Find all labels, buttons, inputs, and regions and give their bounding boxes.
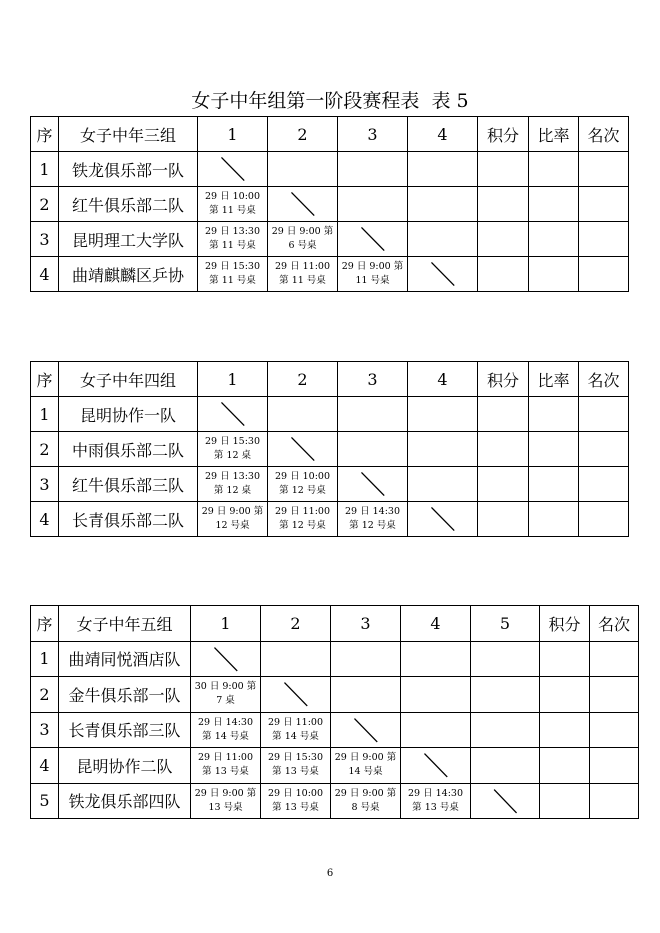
column-header: 女子中年五组 bbox=[59, 606, 191, 642]
self-match-cell bbox=[198, 397, 268, 432]
row-number: 3 bbox=[31, 467, 59, 502]
diagonal-slash-icon bbox=[338, 222, 407, 256]
empty-cell bbox=[401, 712, 471, 748]
empty-cell bbox=[579, 152, 629, 187]
row-number: 3 bbox=[31, 222, 59, 257]
row-number: 1 bbox=[31, 641, 59, 677]
match-time-text: 29 日 10:00 bbox=[204, 191, 260, 202]
header-row bbox=[31, 117, 629, 152]
empty-cell bbox=[529, 502, 579, 537]
table-row bbox=[31, 502, 629, 537]
empty-cell bbox=[268, 397, 338, 432]
match-cell bbox=[268, 257, 338, 292]
table-row bbox=[31, 641, 639, 677]
match-time-text: 第 13 号桌 bbox=[202, 766, 249, 778]
empty-cell bbox=[590, 748, 639, 784]
column-header: 2 bbox=[268, 117, 338, 152]
empty-cell bbox=[540, 712, 590, 748]
self-match-cell bbox=[401, 748, 471, 784]
match-cell bbox=[331, 748, 401, 784]
diagonal-slash-icon bbox=[198, 152, 267, 186]
self-match-cell bbox=[408, 502, 478, 537]
match-cell bbox=[338, 502, 408, 537]
match-time-text: 29 日 9:00 第 bbox=[271, 226, 334, 237]
diagonal-slash-icon bbox=[268, 187, 337, 221]
column-header: 积分 bbox=[478, 362, 529, 397]
column-header: 3 bbox=[331, 606, 401, 642]
match-cell bbox=[268, 467, 338, 502]
empty-cell bbox=[579, 187, 629, 222]
team-name: 红牛俱乐部三队 bbox=[59, 467, 198, 502]
match-time-text: 第 12 桌 bbox=[213, 450, 252, 461]
match-time-text: 30 日 9:00 第 bbox=[194, 681, 257, 693]
self-match-cell bbox=[261, 677, 331, 713]
empty-cell bbox=[408, 222, 478, 257]
column-header: 2 bbox=[261, 606, 331, 642]
match-time-text: 6 号桌 bbox=[288, 240, 317, 251]
empty-cell bbox=[478, 222, 529, 257]
table-row bbox=[31, 467, 629, 502]
table-row bbox=[31, 187, 629, 222]
match-time-text: 29 日 9:00 第 bbox=[341, 261, 404, 272]
match-cell bbox=[268, 222, 338, 257]
match-cell bbox=[191, 748, 261, 784]
match-time-text: 第 11 号桌 bbox=[209, 205, 256, 216]
match-time-text: 第 14 号桌 bbox=[202, 730, 249, 742]
empty-cell bbox=[529, 222, 579, 257]
empty-cell bbox=[529, 397, 579, 432]
column-header: 女子中年三组 bbox=[59, 117, 198, 152]
empty-cell bbox=[529, 152, 579, 187]
team-name: 昆明理工大学队 bbox=[59, 222, 198, 257]
empty-cell bbox=[471, 712, 540, 748]
empty-cell bbox=[590, 783, 639, 819]
empty-cell bbox=[338, 152, 408, 187]
schedule-table-group-3 bbox=[30, 116, 629, 292]
row-number: 1 bbox=[31, 152, 59, 187]
match-cell bbox=[191, 677, 261, 713]
row-number: 2 bbox=[31, 187, 59, 222]
match-time-text: 第 12 号桌 bbox=[279, 485, 326, 496]
column-header: 2 bbox=[268, 362, 338, 397]
column-header: 序 bbox=[31, 117, 59, 152]
empty-cell bbox=[579, 397, 629, 432]
empty-cell bbox=[540, 677, 590, 713]
match-time-text: 29 日 9:00 第 bbox=[201, 506, 264, 517]
match-time-text: 第 11 号桌 bbox=[279, 275, 326, 286]
match-time-text: 14 号桌 bbox=[348, 766, 383, 778]
column-header: 1 bbox=[191, 606, 261, 642]
match-cell bbox=[198, 432, 268, 467]
match-time-text: 第 13 号桌 bbox=[272, 801, 319, 813]
empty-cell bbox=[590, 677, 639, 713]
empty-cell bbox=[338, 397, 408, 432]
column-header: 1 bbox=[198, 117, 268, 152]
diagonal-slash-icon bbox=[471, 784, 539, 819]
empty-cell bbox=[590, 641, 639, 677]
table-row bbox=[31, 152, 629, 187]
match-time-text: 29 日 15:30 bbox=[267, 752, 323, 764]
self-match-cell bbox=[268, 432, 338, 467]
match-cell bbox=[261, 783, 331, 819]
column-header: 4 bbox=[408, 117, 478, 152]
empty-cell bbox=[478, 397, 529, 432]
empty-cell bbox=[478, 257, 529, 292]
match-time-text: 29 日 9:00 第 bbox=[194, 787, 257, 799]
match-cell bbox=[191, 712, 261, 748]
empty-cell bbox=[579, 502, 629, 537]
match-cell bbox=[198, 502, 268, 537]
match-cell bbox=[401, 783, 471, 819]
table-row bbox=[31, 748, 639, 784]
table-row bbox=[31, 257, 629, 292]
empty-cell bbox=[478, 152, 529, 187]
diagonal-slash-icon bbox=[401, 748, 470, 783]
empty-cell bbox=[471, 641, 540, 677]
match-cell bbox=[198, 222, 268, 257]
match-time-text: 12 号桌 bbox=[215, 520, 250, 531]
self-match-cell bbox=[338, 467, 408, 502]
empty-cell bbox=[579, 467, 629, 502]
match-time-text: 29 日 14:30 bbox=[344, 506, 400, 517]
empty-cell bbox=[401, 641, 471, 677]
team-name: 长青俱乐部二队 bbox=[59, 502, 198, 537]
column-header: 名次 bbox=[579, 117, 629, 152]
match-cell bbox=[338, 257, 408, 292]
page-title: 女子中年组第一阶段赛程表 表 5 bbox=[191, 90, 469, 112]
row-number: 1 bbox=[31, 397, 59, 432]
row-number: 4 bbox=[31, 502, 59, 537]
match-time-text: 7 桌 bbox=[216, 695, 235, 707]
empty-cell bbox=[579, 257, 629, 292]
empty-cell bbox=[579, 432, 629, 467]
empty-cell bbox=[331, 641, 401, 677]
schedule-table-group-5 bbox=[30, 605, 639, 819]
self-match-cell bbox=[471, 783, 540, 819]
match-cell bbox=[198, 467, 268, 502]
empty-cell bbox=[540, 783, 590, 819]
column-header: 序 bbox=[31, 362, 59, 397]
team-name: 长青俱乐部三队 bbox=[59, 712, 191, 748]
team-name: 曲靖麒麟区乒协 bbox=[59, 257, 198, 292]
team-name: 铁龙俱乐部四队 bbox=[59, 783, 191, 819]
schedule-table-group-4 bbox=[30, 361, 629, 537]
empty-cell bbox=[338, 432, 408, 467]
empty-cell bbox=[478, 432, 529, 467]
self-match-cell bbox=[198, 152, 268, 187]
column-header: 名次 bbox=[590, 606, 639, 642]
column-header: 序 bbox=[31, 606, 59, 642]
column-header: 积分 bbox=[478, 117, 529, 152]
diagonal-slash-icon bbox=[191, 642, 260, 677]
match-cell bbox=[331, 783, 401, 819]
row-number: 5 bbox=[31, 783, 59, 819]
match-time-text: 11 号桌 bbox=[355, 275, 390, 286]
match-time-text: 29 日 13:30 bbox=[204, 226, 260, 237]
table-row bbox=[31, 677, 639, 713]
team-name: 铁龙俱乐部一队 bbox=[59, 152, 198, 187]
match-time-text: 29 日 14:30 bbox=[407, 787, 463, 799]
diagonal-slash-icon bbox=[408, 502, 477, 536]
self-match-cell bbox=[191, 641, 261, 677]
empty-cell bbox=[529, 257, 579, 292]
team-name: 中雨俱乐部二队 bbox=[59, 432, 198, 467]
empty-cell bbox=[471, 677, 540, 713]
empty-cell bbox=[529, 187, 579, 222]
match-time-text: 第 13 号桌 bbox=[412, 801, 459, 813]
column-header: 名次 bbox=[579, 362, 629, 397]
team-name: 红牛俱乐部二队 bbox=[59, 187, 198, 222]
diagonal-slash-icon bbox=[261, 677, 330, 712]
column-header: 3 bbox=[338, 362, 408, 397]
empty-cell bbox=[529, 432, 579, 467]
column-header: 4 bbox=[408, 362, 478, 397]
row-number: 3 bbox=[31, 712, 59, 748]
empty-cell bbox=[529, 467, 579, 502]
match-cell bbox=[191, 783, 261, 819]
row-number: 2 bbox=[31, 432, 59, 467]
column-header: 积分 bbox=[540, 606, 590, 642]
match-time-text: 第 11 号桌 bbox=[209, 275, 256, 286]
row-number: 4 bbox=[31, 748, 59, 784]
self-match-cell bbox=[331, 712, 401, 748]
empty-cell bbox=[408, 467, 478, 502]
team-name: 曲靖同悦酒店队 bbox=[59, 641, 191, 677]
match-time-text: 第 11 号桌 bbox=[209, 240, 256, 251]
empty-cell bbox=[408, 152, 478, 187]
column-header: 比率 bbox=[529, 117, 579, 152]
table-row bbox=[31, 712, 639, 748]
row-number: 2 bbox=[31, 677, 59, 713]
match-time-text: 13 号桌 bbox=[208, 801, 243, 813]
match-time-text: 第 12 号桌 bbox=[349, 520, 396, 531]
match-time-text: 第 12 号桌 bbox=[279, 520, 326, 531]
match-time-text: 29 日 9:00 第 bbox=[334, 787, 397, 799]
empty-cell bbox=[331, 677, 401, 713]
page-number: 6 bbox=[326, 868, 334, 879]
column-header: 3 bbox=[338, 117, 408, 152]
column-header: 女子中年四组 bbox=[59, 362, 198, 397]
self-match-cell bbox=[268, 187, 338, 222]
match-cell bbox=[261, 712, 331, 748]
match-time-text: 29 日 13:30 bbox=[204, 471, 260, 482]
empty-cell bbox=[338, 187, 408, 222]
empty-cell bbox=[540, 748, 590, 784]
match-time-text: 第 13 号桌 bbox=[272, 766, 319, 778]
match-cell bbox=[268, 502, 338, 537]
match-time-text: 29 日 11:00 bbox=[267, 716, 323, 728]
match-time-text: 29 日 11:00 bbox=[197, 752, 253, 764]
match-time-text: 29 日 15:30 bbox=[204, 436, 260, 447]
column-header: 5 bbox=[471, 606, 540, 642]
empty-cell bbox=[408, 397, 478, 432]
team-name: 金牛俱乐部一队 bbox=[59, 677, 191, 713]
empty-cell bbox=[408, 432, 478, 467]
match-time-text: 29 日 11:00 bbox=[274, 506, 330, 517]
diagonal-slash-icon bbox=[331, 713, 400, 748]
match-cell bbox=[198, 187, 268, 222]
empty-cell bbox=[401, 677, 471, 713]
self-match-cell bbox=[338, 222, 408, 257]
table-row bbox=[31, 783, 639, 819]
table-row bbox=[31, 222, 629, 257]
match-time-text: 29 日 9:00 第 bbox=[334, 752, 397, 764]
empty-cell bbox=[478, 187, 529, 222]
diagonal-slash-icon bbox=[338, 467, 407, 501]
match-time-text: 29 日 10:00 bbox=[267, 787, 323, 799]
row-number: 4 bbox=[31, 257, 59, 292]
empty-cell bbox=[540, 641, 590, 677]
match-time-text: 第 12 桌 bbox=[213, 485, 252, 496]
team-name: 昆明协作二队 bbox=[59, 748, 191, 784]
match-time-text: 第 14 号桌 bbox=[272, 730, 319, 742]
column-header: 比率 bbox=[529, 362, 579, 397]
empty-cell bbox=[408, 187, 478, 222]
column-header: 4 bbox=[401, 606, 471, 642]
diagonal-slash-icon bbox=[408, 257, 477, 291]
match-cell bbox=[261, 748, 331, 784]
empty-cell bbox=[471, 748, 540, 784]
header-row bbox=[31, 362, 629, 397]
self-match-cell bbox=[408, 257, 478, 292]
table-row bbox=[31, 397, 629, 432]
match-time-text: 29 日 15:30 bbox=[204, 261, 260, 272]
empty-cell bbox=[590, 712, 639, 748]
diagonal-slash-icon bbox=[198, 397, 267, 431]
match-time-text: 29 日 14:30 bbox=[197, 716, 253, 728]
empty-cell bbox=[478, 502, 529, 537]
empty-cell bbox=[261, 641, 331, 677]
match-time-text: 29 日 11:00 bbox=[274, 261, 330, 272]
empty-cell bbox=[268, 152, 338, 187]
match-time-text: 29 日 10:00 bbox=[274, 471, 330, 482]
match-time-text: 8 号桌 bbox=[351, 801, 380, 813]
team-name: 昆明协作一队 bbox=[59, 397, 198, 432]
header-row bbox=[31, 606, 639, 642]
match-cell bbox=[198, 257, 268, 292]
diagonal-slash-icon bbox=[268, 432, 337, 466]
table-row bbox=[31, 432, 629, 467]
empty-cell bbox=[478, 467, 529, 502]
column-header: 1 bbox=[198, 362, 268, 397]
empty-cell bbox=[579, 222, 629, 257]
